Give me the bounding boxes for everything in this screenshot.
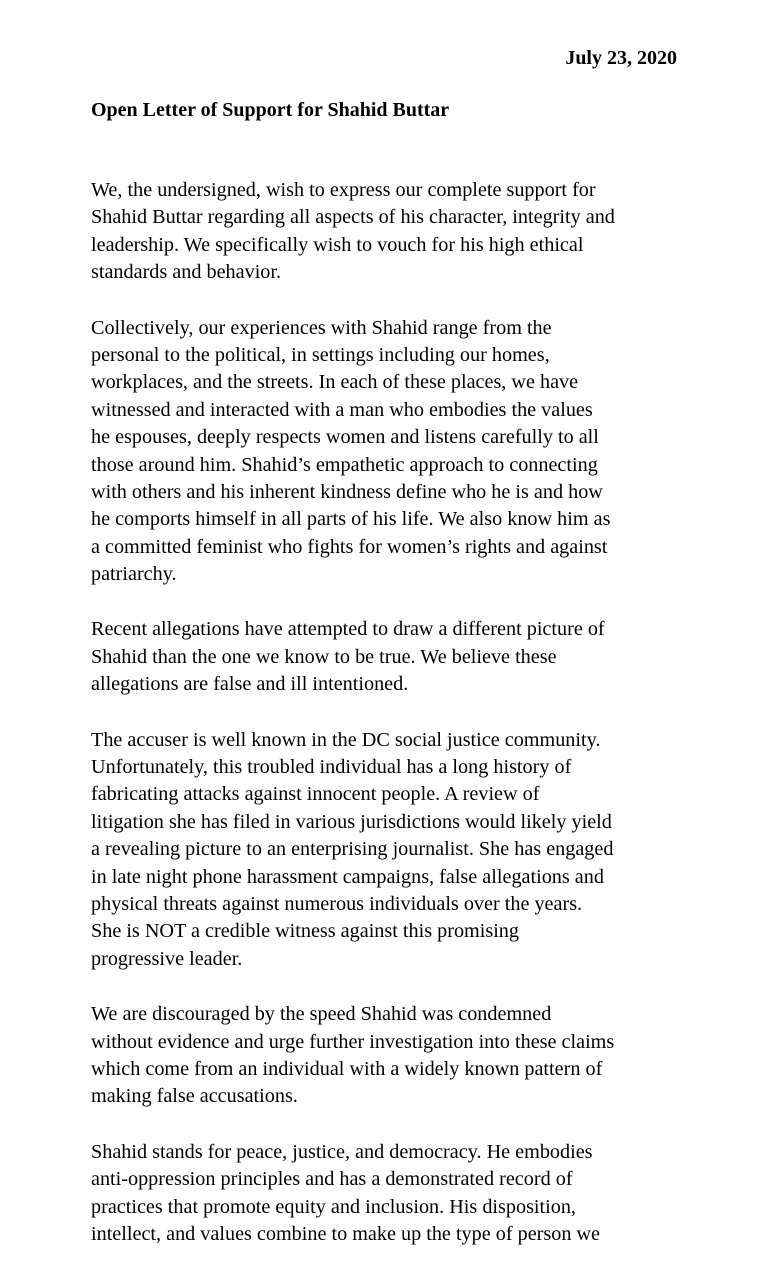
text-line: Unfortunately, this troubled individual has a long history of — [91, 756, 572, 779]
paragraph-allegations — [91, 616, 691, 698]
text-line: standards and behavior. — [91, 261, 282, 284]
paragraph-values — [91, 1139, 691, 1249]
text-line: with others and his inherent kindness define who he is and how — [91, 480, 603, 503]
paragraph-investigation — [91, 1001, 691, 1111]
text-line: witnessed and interacted with a man who embodies the values — [91, 398, 593, 421]
text-line: without evidence and urge further investigation into these claims — [91, 1030, 615, 1053]
text-line: Shahid stands for peace, justice, and democracy. He embodies — [91, 1140, 593, 1163]
text-line: Shahid than the one we know to be true. We believe these — [91, 645, 557, 668]
text-line: litigation she has filed in various jurisdictions would likely yield — [91, 810, 612, 833]
text-line: The accuser is well known in the DC social justice community. — [91, 728, 601, 751]
text-line: personal to the political, in settings including our homes, — [91, 343, 550, 366]
paragraph-support — [91, 177, 691, 287]
text-line: a revealing picture to an enterprising journalist. She has engaged — [91, 838, 614, 861]
text-line: he comports himself in all parts of his life. We also know him as — [91, 508, 611, 531]
text-line: physical threats against numerous individuals over the years. — [91, 892, 583, 915]
text-line: a committed feminist who fights for women’s rights and against — [91, 535, 608, 558]
text-line: allegations are false and ill intentioned. — [91, 673, 409, 696]
letter-body — [91, 177, 691, 1276]
text-line: We are discouraged by the speed Shahid was condemned — [91, 1003, 552, 1026]
text-line: intellect, and values combine to make up the type of person we — [91, 1222, 601, 1245]
text-line: those around him. Shahid’s empathetic approach to connecting — [91, 453, 598, 476]
letter-title: Open Letter of Support for Shahid Buttar — [91, 99, 450, 121]
text-line: he espouses, deeply respects women and listens carefully to all — [91, 426, 599, 449]
text-line: fabricating attacks against innocent people. A review of — [91, 783, 540, 806]
text-line: Collectively, our experiences with Shahid range from the — [91, 316, 552, 339]
text-line: practices that promote equity and inclusion. His disposition, — [91, 1195, 576, 1218]
text-line: which come from an individual with a widely known pattern of — [91, 1057, 603, 1080]
text-line: leadership. We specifically wish to vouch for his high ethical — [91, 233, 584, 256]
text-line: Recent allegations have attempted to draw a different picture of — [91, 618, 605, 641]
paragraph-experiences — [91, 315, 691, 589]
letter-date: July 23, 2020 — [565, 47, 677, 69]
text-line: progressive leader. — [91, 947, 243, 970]
text-line: workplaces, and the streets. In each of these places, we have — [91, 371, 579, 394]
text-line: Shahid Buttar regarding all aspects of his character, integrity and — [91, 206, 615, 229]
text-line: patriarchy. — [91, 563, 177, 586]
text-line: making false accusations. — [91, 1085, 298, 1108]
text-line: We, the undersigned, wish to express our complete support for — [91, 179, 596, 201]
text-line: in late night phone harassment campaigns, false allegations and — [91, 865, 604, 888]
paragraph-accuser — [91, 727, 691, 974]
text-line: anti-oppression principles and has a demonstrated record of — [91, 1168, 573, 1191]
text-line: She is NOT a credible witness against this promising — [91, 920, 519, 943]
